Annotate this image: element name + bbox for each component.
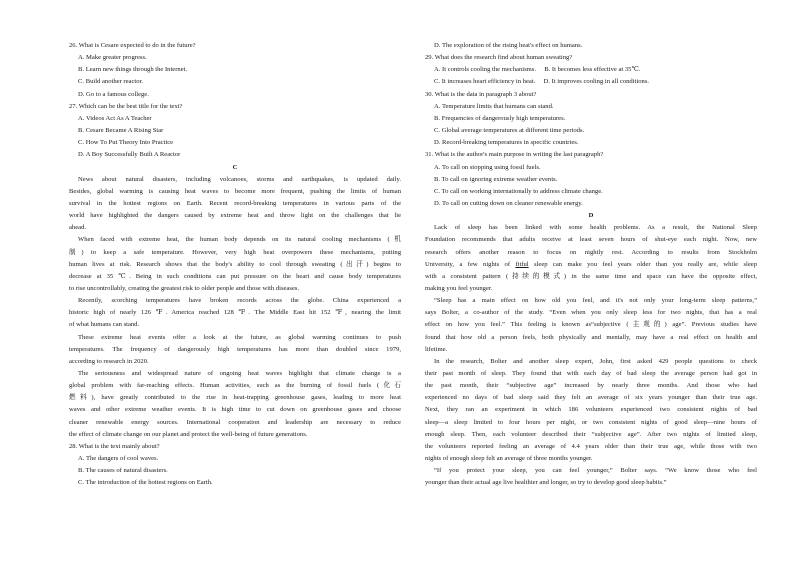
option-30c: C. Global average temperatures at different time periods. [434,127,585,135]
option-27a: A. Videos Act As A Teacher [78,114,152,122]
passage-c-line: temperatures. The frequency of dangerously high temperatures has more than doubled since 1979, [69,345,401,353]
options-29cd: C. It increases heart efficiency in heat. D. It improves cooling in all conditions. [434,78,650,86]
option-30d: D. Record-breaking temperatures in specific countries. [434,139,579,147]
passage-d-line: the past month, their “subjective age” increased by nearly three months. And those who had [425,382,757,390]
passage-c-line: News about natural disasters, including volcanoes, storms and earthquakes, is updated daily. [78,175,401,183]
passage-c-line: historic high of nearly 126 ℉. America reached 128 ℉. The Middle East hit 152 ℉, nearing the limit [69,309,401,317]
passage-d-line: found that how old a person feels, both physically and mentally, may have a real effect on health and [425,333,757,341]
option-31c: C. To call on working internationally to address climate change. [434,187,603,195]
passage-d-line: says Bolter, a co-author of the study. “Even when you only sleep less for two nights, that has a real [425,309,757,317]
passage-d-line: Foundation recommends that adults receive at least seven hours of shut-eye each night. Now, new [425,236,757,244]
option-28b: B. The causes of natural disasters. [78,467,168,475]
left-column [69,40,401,490]
option-27c: C. How To Put Theory Into Practice [78,139,174,147]
passage-c-line: waves and other extreme weather events. It is high time to cut down on greenhouse gases and choose [69,406,401,414]
passage-c-line: to rise uncontrollably, creating the greatest risk to older people and those with diseases. [69,285,300,292]
option-28a: A. The dangers of cool waves. [78,455,159,463]
question-30: 30. What is the data in paragraph 3 about? [425,90,537,98]
passage-c-line: cleaner renewable energy sources. International cooperation and leadership are necessary to reduce [69,418,401,426]
underlined-word-fitful: fitful [515,260,529,268]
passage-d-line: lifetime. [425,345,448,353]
passage-d-line: enough sleep. Then, each volunteer described their “subjective age”. After two nights of limited sleep, [425,430,757,438]
passage-c-line: 燃料), have greatly contributed to the rise in heat-trapping greenhouse gases, leading to more heat [69,394,401,402]
option-30b: B. Frequencies of dangerously high temperatures. [434,114,566,122]
right-column [425,40,757,490]
passage-c-line: Recently, scorching temperatures have broken records across the globe. China experienced a [78,297,401,305]
passage-c-line: human lives at risk. Research shows that the body's ability to cool through sweating (出汗) begins to [69,260,401,268]
option-26d: D. Go to a famous college. [78,90,149,98]
passage-d-line: “If you protect your sleep, you can feel younger,” Bolter says. “We know those who feel [434,467,757,475]
question-28: 28. What is the text mainly about? [69,442,160,450]
passage-d-line: Next, they ran an experiment in which 186 volunteers experienced two consistent nights of bad [425,406,757,414]
passage-c-label: C [232,163,238,171]
passage-c-line: the effect of climate change on our planet and protect the well-being of future generations. [69,430,308,438]
option-31b: B. To call on ignoring extreme weather events. [434,175,558,183]
option-27d: D. A Boy Successfully Built A Reactor [78,151,181,159]
passage-d-line: with a consistent pattern (持续的模式) in the same time and space can have the opposite effect, [425,272,757,280]
passage-d-line: younger than their actual age live healthier and longer, so try to develop good sleep habits.” [425,479,667,487]
passage-d-line: Lack of sleep has been linked with some health problems. As a result, the National Sleep [434,224,757,232]
question-27: 27. Which can be the best title for the text? [69,102,183,110]
passage-d-line: “Sleep has a main effect on how old you feel, and it's not only your long-term sleep patterns,” [434,297,757,305]
passage-d-line: their past month of sleep. They found that with each day of bad sleep the average person had got in [425,370,757,378]
passage-c-line: 制) to keep a safe temperature. However, very high heat overpowers these mechanisms, putting [69,248,401,256]
passage-d-line: sleep—a sleep limited to four hours per night, or two consistent nights of good sleep—nine hours of [425,418,757,426]
option-26c: C. Build another reactor. [78,78,144,86]
option-26a: A. Make greater progress. [78,54,147,62]
option-31d: D. To call on cutting down on cleaner renewable energy. [434,200,583,208]
passage-c-line: of what humans can stand. [69,321,140,329]
passage-d-line: research offers another reason to focus on nightly rest. According to results from Stockholm [425,248,757,256]
passage-d-label: D [588,212,594,220]
option-27b: B. Cesare Became A Rising Star [78,127,164,135]
passage-c-line: Besides, global warming is causing heat waves to become more frequent, pushing the limits of human [69,187,401,195]
passage-c-line: ahead. [69,224,87,232]
passage-d-line: making you feel younger. [425,285,493,293]
passage-c-line: The seriousness and widespread nature of ongoing heat waves highlight that climate change is a [78,370,401,378]
passage-d-line: the volunteers reported feeling an average of 4.4 years older than their true age, while those with two [425,442,757,450]
question-29: 29. What does the research find about human sweating? [425,54,573,62]
passage-c-line: These extreme heat events offer a look at the future, as global warming continues to push [78,333,401,341]
option-31a: A. To call on stopping using fossil fuels. [434,163,541,171]
passage-c-line: world have highlighted the dangers caused by extreme heat and throw light on the challenges that lie [69,212,401,220]
passage-c-line: When faced with extreme heat, the human body depends on its natural cooling mechanisms (机 [78,236,401,244]
passage-d-line: nights of enough sleep felt an average of three months younger. [425,455,593,463]
question-26: 26. What is Cesare expected to do in the future? [69,42,196,49]
passage-c-line: according to research in 2020. [69,357,149,365]
passage-c-line: global problem with far-reaching effects. Human activities, such as the burning of fossil fuels (化石 [69,382,401,390]
passage-d-line: effect on how you feel.” This feeling is known as“subjective (主观的) age”. Previous studies have [425,321,757,329]
passage-d-line: University, a few nights of fitful sleep can make you feel years older than you really are, while sleep [425,260,757,268]
option-26b: B. Learn new things through the Internet. [78,66,188,74]
option-28d: D. The exploration of the rising heat's effect on humans. [434,42,583,49]
passage-d-line: experienced no days of bad sleep said they felt an average of six years younger than their true age. [425,394,757,402]
option-28c: C. The introduction of the hottest regions on Earth. [78,479,213,487]
passage-d-line: In the research, Bolter and another sleep expert, John, first asked 429 people questions to check [434,357,757,365]
passage-c-line: survival in the hottest regions on Earth. Recent record-breaking temperatures in various parts of the [69,200,401,207]
question-31: 31. What is the author's main purpose in writing the last paragraph? [425,151,604,159]
options-29ab: A. It controls cooling the mechanisms. B. It becomes less effective at 35℃. [434,66,641,74]
option-30a: A. Temperature limits that humans can stand. [434,102,554,110]
passage-c-line: decrease at 35 ℃. Being in such conditions can put pressure on the heart and cause body temperatures [69,272,401,280]
